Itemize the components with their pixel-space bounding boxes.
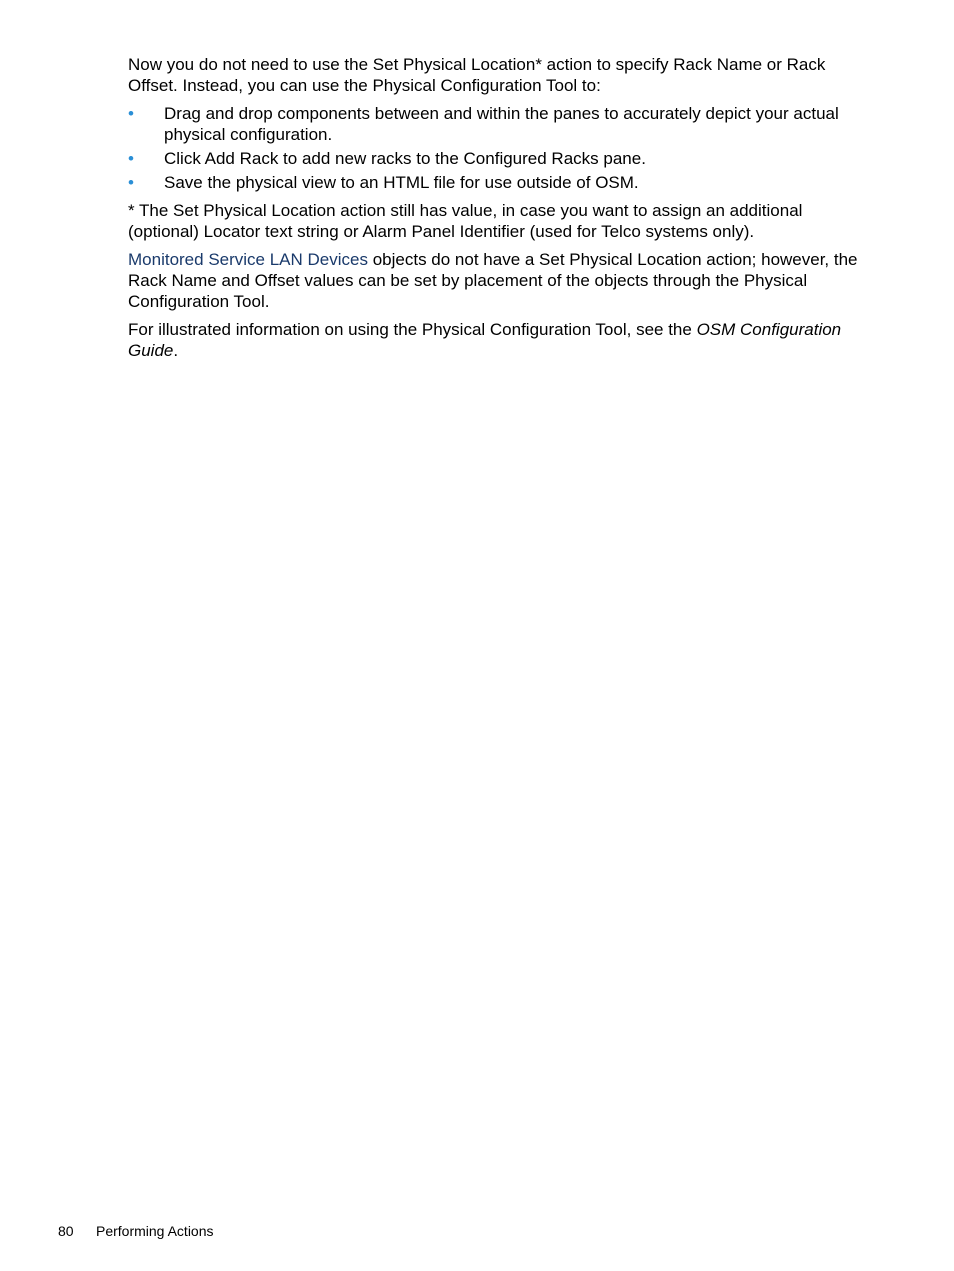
monitored-devices-paragraph — [128, 249, 873, 312]
list-item — [128, 103, 873, 145]
list-item — [128, 172, 873, 193]
monitored-devices-link[interactable]: Monitored Service LAN Devices — [128, 250, 368, 269]
page-number: 80 — [58, 1223, 74, 1239]
monitored-devices-text: objects do not have a Set Physical Location action; however, the Rack Name and Offset values can be set by placement of the objects through the Physical Configuration Tool. — [128, 250, 858, 311]
list-item-text: Drag and drop components between and within the panes to accurately depict your actual physical configuration. — [164, 104, 839, 144]
bullet-icon: • — [128, 149, 134, 168]
illustrated-info-prefix: For illustrated information on using the Physical Configuration Tool, see the — [128, 320, 697, 339]
page-content — [128, 54, 873, 368]
bullet-icon: • — [128, 104, 134, 123]
bullet-list — [128, 103, 873, 193]
guide-title: OSM Configuration Guide — [128, 320, 842, 360]
list-item — [128, 148, 873, 169]
illustrated-info-suffix: . — [173, 341, 179, 360]
page-footer — [58, 1222, 214, 1240]
illustrated-info-paragraph — [128, 319, 873, 361]
list-item-text: Click Add Rack to add new racks to the Configured Racks pane. — [164, 149, 646, 168]
intro-paragraph: Now you do not need to use the Set Physical Location* action to specify Rack Name or Rack Offset. Instead, you can use the Physical Configuration Tool to: — [128, 55, 826, 95]
note-paragraph: * The Set Physical Location action still has value, in case you want to assign an additional (optional) Locator text string or Alarm Panel Identifier (used for Telco systems only). — [128, 201, 803, 241]
bullet-icon: • — [128, 173, 134, 192]
list-item-text: Save the physical view to an HTML file for use outside of OSM. — [164, 173, 639, 192]
footer-section-title: Performing Actions — [96, 1223, 214, 1239]
